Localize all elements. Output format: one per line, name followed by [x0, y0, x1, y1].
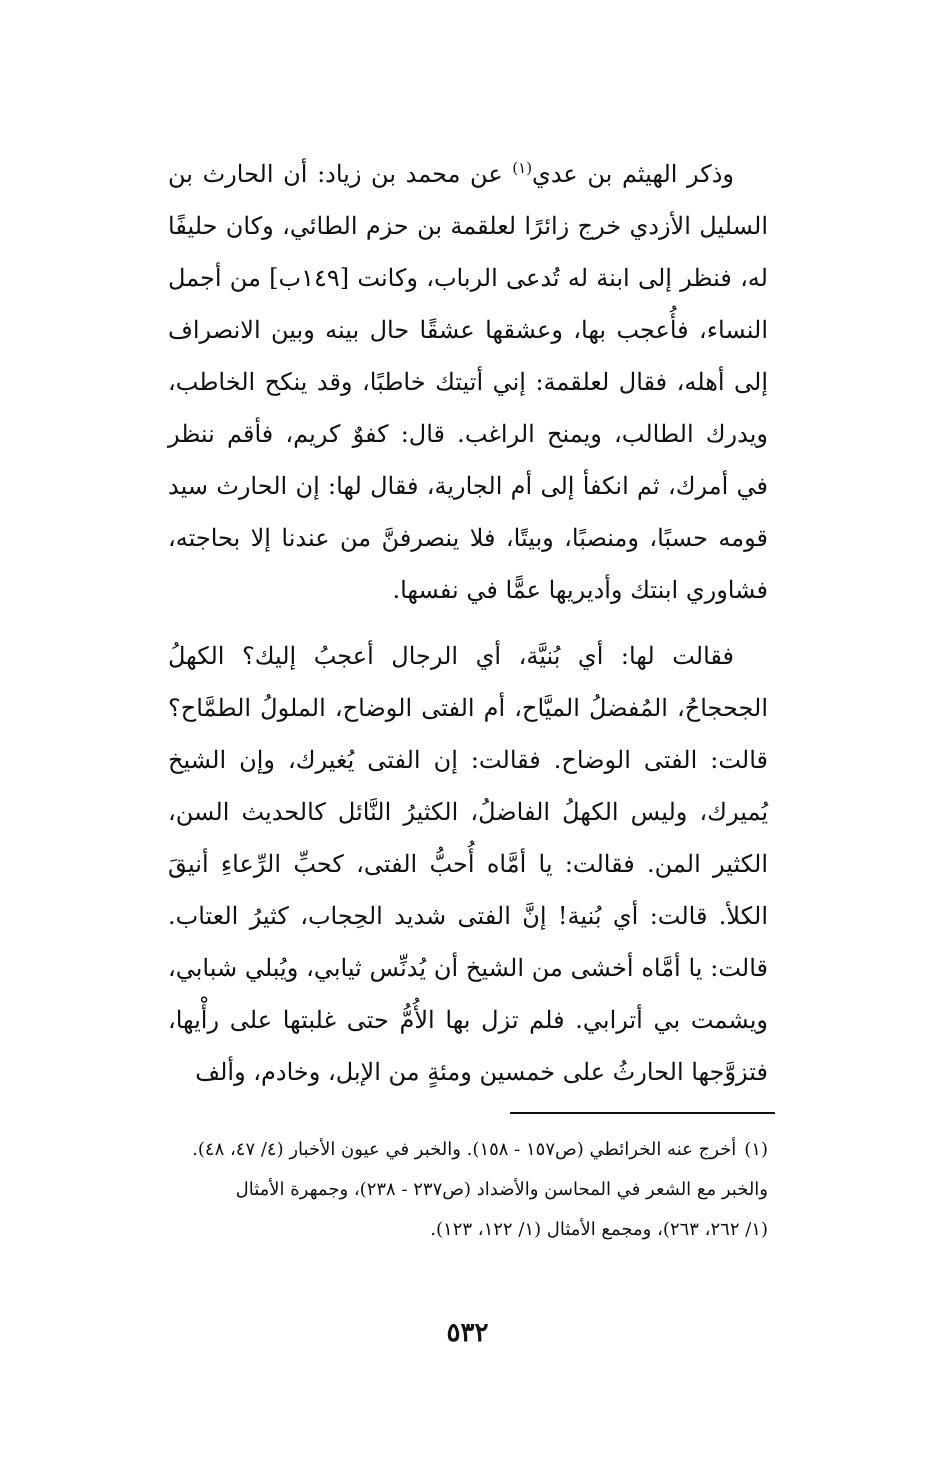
paragraph-1-start: وذكر الهيثم بن عدي — [532, 160, 735, 188]
paragraph-2: فقالت لها: أي بُنيَّة، أي الرجال أعجبُ إليك؟ الكهلُ الجحجاحُ، المُفضلُ الميَّاح، أم الفتى الوضاح، الملولُ الطمَّاح؟ قالت: الفتى الوضاح. فقالت: إن الفتى يُغيرك، وإن الشيخ يُميرك، وليس الكهلُ الفاضلُ، الكثيرُ النَّائل كالحديث السن، الكثير المن. فقالت: يا أمَّاه أُحبُّ الفتى، كحبِّ الرِّعاءِ أنيقَ الكلأ. قالت: أي بُنية! إنَّ الفتى شديد الحِجاب، كثيرُ العتاب. قالت: يا أمَّاه أخشى من الشيخ أن يُدنِّس ثيابي، ويُبلي شبابي، ويشمت بي أترابي. فلم تزل بها الأُمُّ حتى غلبتها على رأْيها، فتزوَّجها الحارثُ على خمسين ومئةٍ من الإبل، وخادم، وألف — [168, 642, 768, 1086]
page-number: ٥٣٢ — [446, 1318, 489, 1348]
footnote-text-1: أخرج عنه الخرائطي (ص١٥٧ - ١٥٨). والخبر في عيون الأخبار (٤/ ٤٧، ٤٨). — [192, 1139, 737, 1160]
footnote-reference: (١) — [512, 159, 533, 177]
paragraph-1 — [168, 148, 768, 616]
paragraph-1-rest: عن محمد بن زياد: أن الحارث بن السليل الأزدي خرج زائرًا لعلقمة بن حزم الطائي، وكان حليفًا له، فنظر إلى ابنة له تُدعى الرباب، وكانت [١٤٩ب] من أجمل النساء، فأُعجب بها، وعشقها عشقًا حال بينه وبين الانصراف إلى أهله، فقال لعلقمة: إني أتيتك خاطبًا، وقد ينكح الخاطب، ويدرك الطالب، ويمنح الراغب. قال: كفوٌ كريم، فأقم ننظر في أمرك، ثم انكفأ إلى أم الجارية، فقال لها: إن الحارث سيد قومه حسبًا، ومنصبًا، وبيتًا، فلا ينصرفنَّ من عندنا إلا بحاجته، فشاوري ابنتك وأديريها عمًّا في نفسها. — [168, 160, 768, 604]
footnote-line-3: (١/ ٢٦٢، ٢٦٣)، ومجمع الأمثال (١/ ١٢٢، ١٢٣). — [430, 1219, 768, 1240]
footnote-line-2: والخبر مع الشعر في المحاسن والأضداد (ص٢٣٧ - ٢٣٨)، وجمهرة الأمثال — [235, 1179, 768, 1200]
footnote-marker: (١) — [744, 1139, 768, 1160]
footnote-divider — [510, 1112, 775, 1114]
footnote-line-1 — [168, 1130, 768, 1170]
footnotes — [168, 1130, 768, 1250]
main-text — [168, 148, 768, 1098]
